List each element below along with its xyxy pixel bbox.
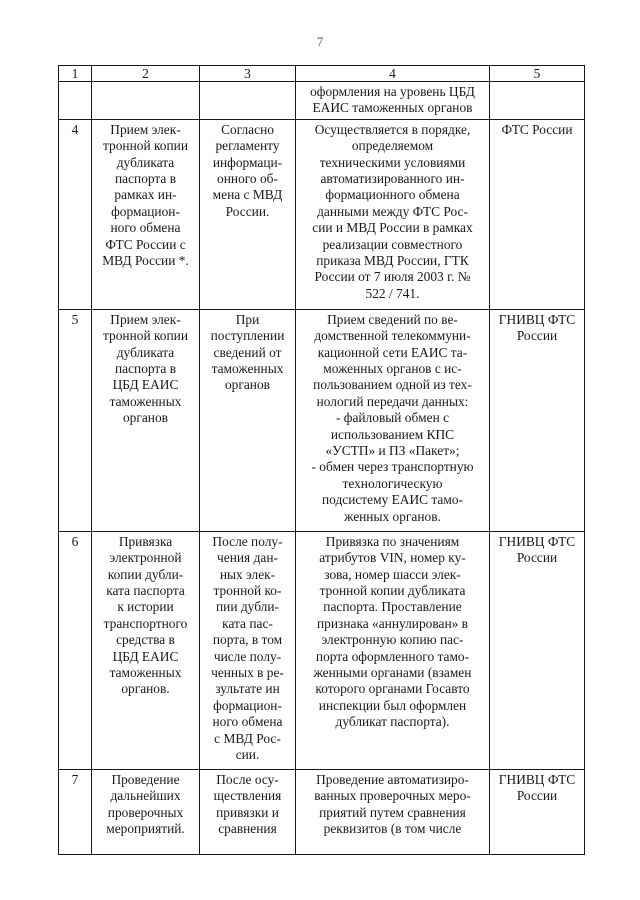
header-col-2: 2 xyxy=(92,66,200,82)
row-number: 6 xyxy=(59,531,92,769)
document-table xyxy=(58,65,585,855)
cell-stage xyxy=(92,82,200,120)
row-number: 5 xyxy=(59,309,92,531)
table-row xyxy=(59,309,585,531)
page-number: 7 xyxy=(316,34,324,49)
cell-responsible xyxy=(490,82,585,120)
cell-responsible: ФТС России xyxy=(490,119,585,309)
table-row xyxy=(59,119,585,309)
cell-description: оформления на уровень ЦБД ЕАИС таможенных органов xyxy=(296,82,490,120)
cell-condition: После осу- ществления привязки и сравнения xyxy=(200,769,296,854)
row-number xyxy=(59,82,92,120)
cell-stage: Привязка электронной копии дубли- ката паспорта к истории транспортного средства в ЦБД ЕАИС таможенных органов. xyxy=(92,531,200,769)
cell-description: Прием сведений по ве- домственной телекоммуни- кационной сети ЕАИС та- моженных органов с ис- пользованием одной из тех- нологий передачи данных: - файловый обмен с использованием КПС «УСТП» и ПЗ «Пакет»; - обмен через транспортную технологическую подсистему ЕАИС тамо- женных органов. xyxy=(296,309,490,531)
cell-description: Осуществляется в порядке, определяемом техническими условиями автоматизированного ин- формационного обмена данными между ФТС Рос- сии и МВД России в рамках реализации совместного приказа МВД России, ГТК России от 7 июля 2003 г. № 522 / 741. xyxy=(296,119,490,309)
cell-stage: Проведение дальнейших проверочных мероприятий. xyxy=(92,769,200,854)
cell-responsible: ГНИВЦ ФТС России xyxy=(490,769,585,854)
cell-condition: Согласно регламенту информаци- онного об- мена с МВД России. xyxy=(200,119,296,309)
cell-description: Привязка по значениям атрибутов VIN, номер ку- зова, номер шасси элек- тронной копии дубликата паспорта. Проставление признака «аннулирован» в электронную копию пас- порта оформленного тамо- женными органами (взамен которого органами Госавто инспекции был оформлен дубликат паспорта). xyxy=(296,531,490,769)
cell-condition: После полу- чения дан- ных элек- тронной ко- пии дубли- ката пас- порта, в том числе полу- ченных в ре- зультате ин формацион- ного обмена с МВД Рос- сии. xyxy=(200,531,296,769)
cell-description: Проведение автоматизиро- ванных проверочных меро- приятий путем сравнения реквизитов (в том числе xyxy=(296,769,490,854)
header-col-5: 5 xyxy=(490,66,585,82)
cell-stage: Прием элек- тронной копии дубликата паспорта в ЦБД ЕАИС таможенных органов xyxy=(92,309,200,531)
row-number: 4 xyxy=(59,119,92,309)
table-row xyxy=(59,82,585,120)
header-col-4: 4 xyxy=(296,66,490,82)
cell-responsible: ГНИВЦ ФТС России xyxy=(490,309,585,531)
cell-stage: Прием элек- тронной копии дубликата паспорта в рамках ин- формацион- ного обмена ФТС России с МВД России *. xyxy=(92,119,200,309)
table-row xyxy=(59,531,585,769)
table-header-row xyxy=(59,66,585,82)
cell-condition xyxy=(200,82,296,120)
cell-condition: При поступлении сведений от таможенных органов xyxy=(200,309,296,531)
header-col-1: 1 xyxy=(59,66,92,82)
header-col-3: 3 xyxy=(200,66,296,82)
row-number: 7 xyxy=(59,769,92,854)
cell-responsible: ГНИВЦ ФТС России xyxy=(490,531,585,769)
table-row xyxy=(59,769,585,854)
